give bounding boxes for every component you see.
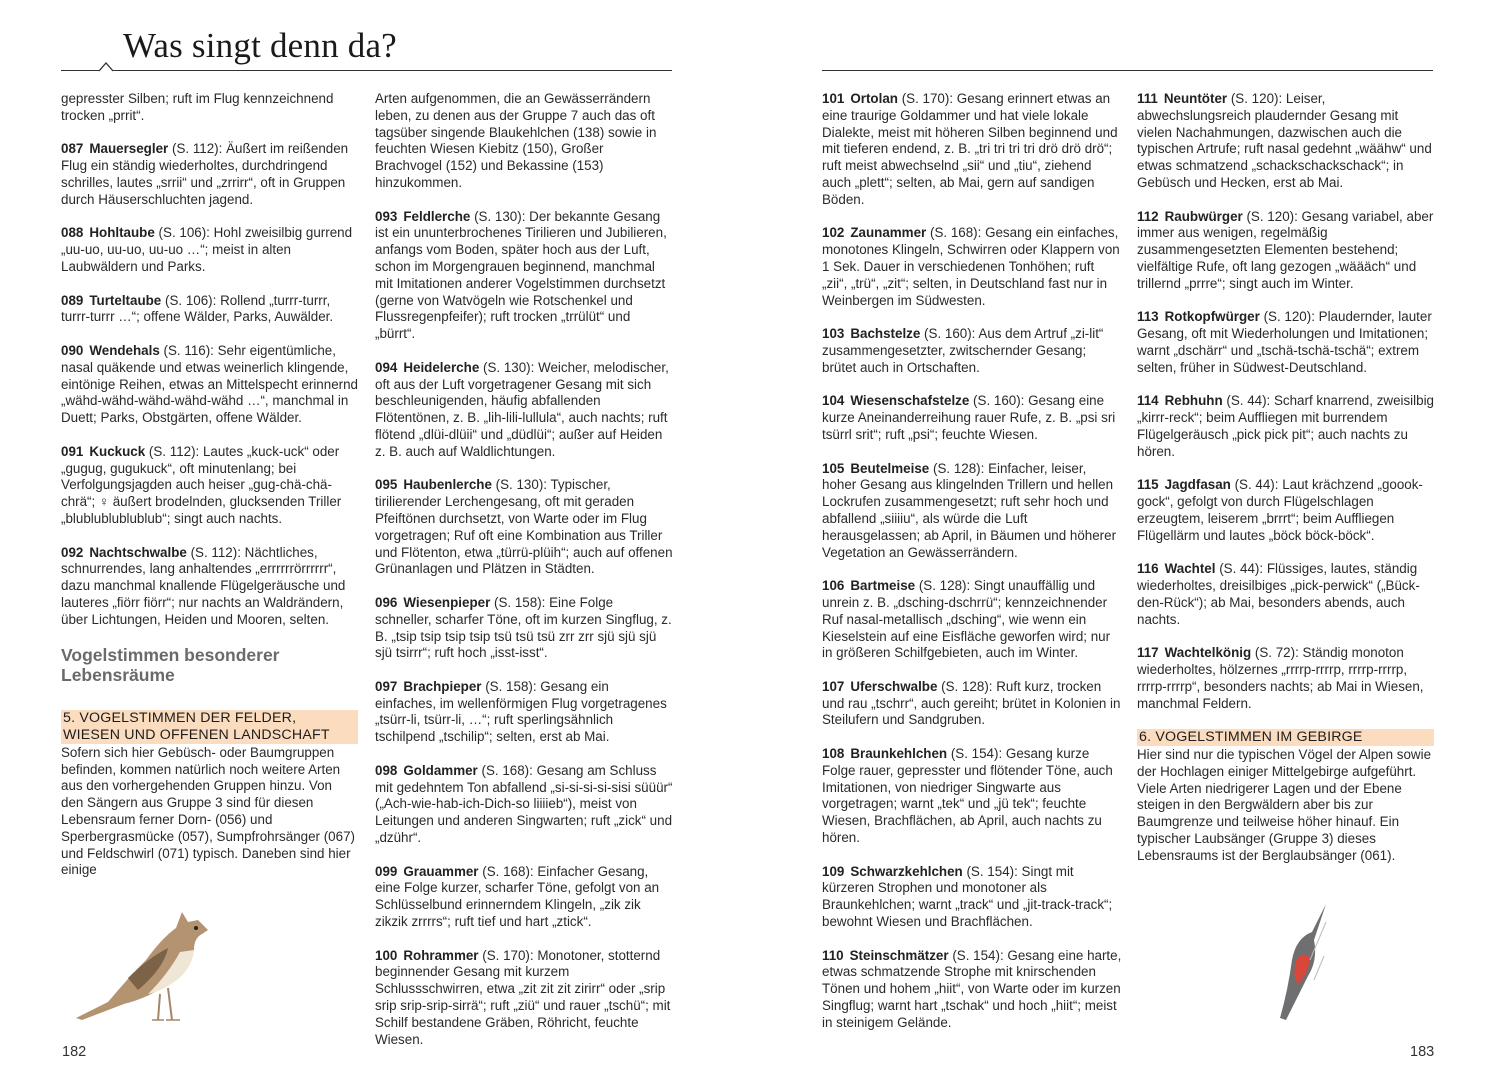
species-number: 103 — [822, 326, 845, 342]
page-reference: (S. 154): — [952, 947, 1004, 963]
page-reference: (S. 72): — [1254, 645, 1299, 661]
species-description: Hohl zweisilbig gurrend „uu-uo, uu-uo, uu-uo …“; meist in alten Laubwäldern und Parks. — [61, 225, 353, 274]
species-number: 090 — [61, 342, 84, 358]
species-number: 089 — [61, 292, 84, 308]
species-entry — [822, 225, 1122, 309]
species-number: 116 — [1137, 561, 1159, 577]
page-reference: (S. 120): — [1246, 208, 1298, 224]
species-number: 092 — [61, 544, 84, 560]
species-entry — [1137, 209, 1434, 293]
header-rule-left — [61, 70, 672, 71]
species-name: Rebhuhn — [1164, 393, 1223, 409]
species-number: 099 — [375, 863, 398, 879]
species-name: Wiesenschafstelze — [850, 393, 970, 409]
species-entry — [375, 763, 673, 847]
species-name: Rohrammer — [403, 947, 479, 963]
species-name: Heidelerche — [403, 359, 480, 375]
page-reference: (S. 130): — [474, 208, 526, 224]
species-name: Rotkopfwürger — [1164, 309, 1260, 325]
species-description: Leiser, abwechslungsreich plaudernder Gesang mit vielen Nachahmungen, dazwischen auch die typischen Artrufe; ruft nasal gedehnt „wäähw“ und etwas schmatzend „schackschackschack“; in Gebüsch und Hecken, erst ab Mai. — [1137, 91, 1432, 190]
species-entry — [1137, 645, 1434, 712]
species-name: Raubwürger — [1164, 208, 1243, 224]
right-page-column-1 — [822, 91, 1122, 1048]
page-reference: (S. 154): — [966, 863, 1018, 879]
page-reference: (S. 120): — [1263, 309, 1315, 325]
species-number: 104 — [822, 393, 845, 409]
species-name: Goldammer — [403, 762, 478, 778]
species-entry — [822, 91, 1122, 209]
species-description: Gesang ein einfaches, im wellenförmigen Flug vorgetragenes „tsürr-li, tsürr-li, …“; ruft sperlingsähnlich tschilpend „tschilip“; selten, erst ab Mai. — [375, 678, 667, 745]
species-number: 093 — [375, 208, 398, 224]
species-number: 108 — [822, 746, 845, 762]
page-reference: (S. 112): — [171, 141, 223, 157]
species-entry — [375, 477, 673, 578]
species-description: Aus dem Artruf „zi-lit“ zusammengesetzter, zwitschernder Gesang; brütet auch in Ortschaften. — [822, 326, 1104, 375]
species-description: Einfacher, leiser, hoher Gesang aus klingelnden Trillern und hellen Lockrufen zusammengesetzt; ruft sehr hoch und abfallend „siiiiu“, als würde die Luft herausgelassen; ab April, in Bäumen und höherer Vegetation an Gewässerrändern. — [822, 460, 1117, 560]
species-description: Gesang variabel, aber immer aus wenigen, regelmäßig zusammengesetzten Elementen bestehend; vielfältige Rufe, oft lang gezogen „wäääch“ und trillernd „prrre“; singt auch im Winter. — [1137, 208, 1434, 291]
body-paragraph: gepresster Silben; ruft im Flug kennzeichnend trocken „prrit“. — [61, 91, 334, 123]
species-description: Einfacher Gesang, eine Folge kurzer, scharfer Töne, gefolgt von an Schlüsselbund erinnerndem Klingeln, „zik zik zikzik zrrrrs“; ruft tief und hart „ztick“. — [375, 863, 660, 930]
species-name: Kuckuck — [89, 443, 146, 459]
species-entry — [375, 948, 673, 1049]
page-reference: (S. 130): — [483, 359, 535, 375]
species-number: 096 — [375, 594, 398, 610]
species-entry — [61, 343, 358, 427]
species-number: 112 — [1137, 208, 1159, 224]
species-number: 094 — [375, 359, 398, 375]
species-number: 102 — [822, 225, 845, 241]
species-name: Schwarzkehlchen — [850, 863, 963, 879]
species-description: Singt mit kürzeren Strophen und monotoner als Braunkehlchen; warnt „track“ und „jit-track-track“; bewohnt Wiesen und Brachflächen. — [822, 863, 1113, 930]
species-number: 110 — [822, 947, 844, 963]
species-entry — [375, 209, 673, 343]
species-entry — [822, 393, 1122, 443]
species-number: 097 — [375, 678, 398, 694]
page-reference: (S. 116): — [163, 342, 214, 358]
species-name: Feldlerche — [403, 208, 471, 224]
species-description: Eine Folge schneller, scharfer Töne, oft im kurzen Singflug, z. B. „tsip tsip tsip tsip tsü tsü tsü zrr zrr sjü sjü sjü sjü tsirrr“; ruft hoch „isst-isst“. — [375, 594, 672, 661]
species-number: 095 — [375, 477, 398, 493]
species-description: Weicher, melodischer, oft aus der Luft vorgetragener Gesang mit sich beschleunigenden, häufig abfallenden Flötentönen, z. B. „lih-lili-lullula“, auch nachts; ruft flötend „dlüi-dlüii“ und „düdlüi“; außer auf Heiden z. B. auch auf Waldlichtungen. — [375, 359, 669, 459]
species-name: Wiesenpieper — [403, 594, 491, 610]
species-name: Beutelmeise — [850, 460, 930, 476]
left-page-column-2 — [375, 91, 673, 1065]
page-reference: (S. 168): — [481, 762, 533, 778]
species-entry — [1137, 91, 1434, 192]
species-entry — [61, 225, 358, 275]
species-number: 105 — [822, 460, 845, 476]
species-entry — [61, 545, 358, 629]
species-number: 113 — [1137, 309, 1159, 325]
species-entry — [822, 679, 1122, 729]
species-number: 107 — [822, 678, 845, 694]
species-entry — [1137, 561, 1434, 628]
species-entry — [61, 293, 358, 327]
species-description: Sehr eigentümliche, nasal quäkende und etwas weinerlich klingende, eintönige Reihen, etwas an Mittelspecht erinnernd „wähd-wähd-wähd-wähd-wähd …“, manchmal in Duett; Parks, Obstgärten, offene Wälder. — [61, 342, 359, 426]
species-entry — [61, 141, 358, 208]
species-entry — [375, 679, 673, 746]
species-number: 117 — [1137, 645, 1159, 661]
species-name: Bartmeise — [850, 578, 916, 594]
right-page-column-2 — [1137, 91, 1434, 881]
page-reference: (S. 44): — [1226, 393, 1271, 409]
species-number: 087 — [61, 141, 84, 157]
body-paragraph: Sofern sich hier Gebüsch- oder Baumgruppen befinden, kommen natürlich noch weitere Arten aus den vorhergehenden Gruppen hinzu. Von den Sängern aus Gruppe 3 sind für diesen Lebensraum ferner Dorn- (056) und Sperbergrasmücke (057), Sumpfrohrsänger (067) und Feldschwirl (071) typisch. Daneben sind hier einige — [61, 744, 355, 878]
species-name: Neuntöter — [1163, 91, 1228, 106]
page-reference: (S. 130): — [495, 477, 547, 493]
species-description: Ständig monoton wiederholtes, hölzernes „rrrrp-rrrrp, rrrrp-rrrrp, rrrrp-rrrrp“, besonders nachts; ab Mai in Wiesen, manchmal Feldern. — [1137, 645, 1424, 711]
species-entry — [822, 948, 1122, 1032]
skylark-illustration — [68, 908, 218, 1028]
header-notch-icon — [99, 62, 113, 72]
body-paragraph: Hier sind nur die typischen Vögel der Alpen sowie der Hochlagen einiger Mittelgebirge aufgeführt. Viele Arten niedrigerer Lagen und der Ebene steigen in den Bergwäldern aber bis zur Baumgrenze und teilweise höher hinauf. Ein typischer Laubsänger (Gruppe 3) dieses Lebensraums ist der Berglaubsänger (061). — [1137, 747, 1432, 863]
species-entry — [375, 360, 673, 461]
species-entry — [375, 864, 673, 931]
section-heading: 6. VOGELSTIMMEN IM GEBIRGE — [1137, 729, 1434, 746]
species-description: Gesang erinnert etwas an eine traurige Goldammer und hat viele lokale Dialekte, meist mit höheren Silben beginnend und mit tieferen endend, z. B. „tri tri tri tri drö drö drö“; ruft meist abwechselnd „sii“ und „tiu“, ziehend auch „plett“; selten, ab Mai, gern auf sandigen Böden. — [822, 91, 1118, 207]
page-title: Was singt denn da? — [123, 26, 397, 65]
species-name: Nachtschwalbe — [89, 544, 187, 560]
page-reference: (S. 120): — [1230, 91, 1283, 106]
species-entry — [822, 461, 1122, 562]
page-reference: (S. 128): — [932, 460, 985, 476]
species-description: Lautes „kuck-uck“ oder „gugug, gugukuck“, oft minutenlang; bei Verfolgungsjagden auch heiser „gug-chä-chä-chrä“; ♀ äußert brodelnden, glucksenden Triller „blublublublublub“; singt auch nachts. — [61, 443, 342, 526]
species-number: 101 — [822, 91, 845, 106]
species-name: Brachpieper — [403, 678, 482, 694]
species-name: Wendehals — [89, 342, 160, 358]
page-reference: (S. 158): — [485, 678, 537, 694]
species-entry — [61, 444, 358, 528]
species-description: Gesang am Schluss mit gedehntem Ton abfallend „si-si-si-si-sisi süüür“ („Ach-wie-hab-ich-Dich-so liiiieb“), meist von Leitungen und anderen Singwarten; ruft „zick“ und „dzühr“. — [375, 762, 673, 846]
page-reference: (S. 44): — [1234, 477, 1279, 493]
species-number: 111 — [1137, 91, 1158, 106]
species-description: Äußert im reißenden Flug ein ständig wiederholtes, durchdringend schrilles, lautes „srrii“ und „zrrirr“, oft in Gruppen durch Häuserschluchten jagend. — [61, 141, 349, 207]
page-reference: (S. 158): — [494, 594, 546, 610]
species-description: Ruft kurz, trocken und rau „tschrr“, auch gereiht; brütet in Kolonien in Steilufern und Sandgruben. — [822, 678, 1121, 728]
species-number: 114 — [1137, 393, 1159, 409]
species-entry — [375, 595, 673, 662]
species-name: Zaunammer — [850, 225, 927, 241]
species-entry — [1137, 393, 1434, 460]
page-reference: (S. 160): — [924, 326, 976, 342]
left-page-column-1 — [61, 91, 358, 896]
species-name: Bachstelze — [850, 326, 921, 342]
species-description: Flüssiges, lautes, ständig wiederholtes, dreisilbiges „pick-perwick“ („Bück-den-Rück“); ab Mai, besonders abends, auch nachts. — [1137, 561, 1420, 627]
chapter-heading: Vogelstimmen besonderer Lebensräume — [61, 645, 280, 686]
species-description: Der bekannte Gesang ist ein ununterbrochenes Tirilieren und Jubilieren, anfangs vom Boden, später hoch aus der Luft, schon im Morgengrauen beginnend, manchmal mit Imitationen anderer Vogelstimmen durchsetzt (gerne von Watvögeln wie Rotschenkel und Flussregenpfeifer); ruft trocken „trrülüt“ und „bürrt“. — [375, 208, 667, 342]
species-description: Typischer, tirilierender Lerchengesang, oft mit geraden Pfeiftönen durchsetzt, von Warte oder im Flug vorgetragen; Ruf oft eine Kombination aus Triller und Flötenton, etwa „türrü-plüih“; auch auf offenen Grünanlagen und Plätzen in Städten. — [375, 477, 673, 577]
page-number-left: 182 — [62, 1044, 87, 1060]
page-reference: (S. 168): — [482, 863, 534, 879]
species-number: 100 — [375, 947, 398, 963]
species-number: 115 — [1137, 477, 1159, 493]
page-reference: (S. 106): — [165, 292, 217, 308]
section-heading: 5. VOGELSTIMMEN DER FELDER, WIESEN UND OFFENEN LANDSCHAFT — [61, 710, 358, 744]
species-description: Laut krächzend „goook-gock“, gefolgt von durch Flügelschlagen erzeugtem, leiserem „brrrt“; beim Auffliegen Flügellärm und lautes „böck böck-böck“. — [1137, 477, 1423, 543]
species-name: Braunkehlchen — [850, 746, 948, 762]
wallcreeper-illustration — [1268, 900, 1338, 1025]
species-description: Rollend „turrr-turrr, turrr-turrr …“; offene Wälder, Parks, Auwälder. — [61, 292, 334, 325]
species-entry — [822, 864, 1122, 931]
page-reference: (S. 170): — [482, 947, 534, 963]
species-name: Turteltaube — [89, 292, 162, 308]
species-entry — [822, 326, 1122, 376]
species-name: Uferschwalbe — [850, 678, 938, 694]
species-name: Steinschmätzer — [849, 947, 949, 963]
species-name: Mauersegler — [89, 141, 169, 157]
species-description: Gesang ein einfaches, monotones Klingeln, Schwirren oder Klappern von 1 Sek. Dauer in verschiedenen Tonhöhen; ruft „zii“, „trü“, „zit“; selten, in Deutschland fast nur in Weinbergen im Südwesten. — [822, 225, 1120, 308]
species-description: Singt unauffällig und unrein z. B. „dsching-dschrrü“; kennzeichnender Ruf nasal-metallisch „dsching“, wie wenn ein Kieselstein auf eine Eisfläche geworfen wird; nur in größeren Schilfgebieten, auch im Winter. — [822, 578, 1111, 661]
page-reference: (S. 44): — [1219, 561, 1264, 577]
species-entry — [1137, 309, 1434, 376]
species-number: 106 — [822, 578, 845, 594]
page-reference: (S. 128): — [941, 678, 993, 694]
species-name: Wachtelkönig — [1164, 645, 1252, 661]
species-number: 109 — [822, 863, 845, 879]
species-number: 091 — [61, 443, 84, 459]
species-entry — [822, 578, 1122, 662]
page-reference: (S. 128): — [918, 578, 971, 594]
page-reference: (S. 112): — [190, 544, 241, 560]
page-reference: (S. 170): — [901, 91, 954, 106]
page-reference: (S. 112): — [148, 443, 200, 459]
species-number: 098 — [375, 762, 398, 778]
page-number-right: 183 — [1410, 1044, 1435, 1060]
species-name: Hohltaube — [89, 225, 155, 241]
species-name: Haubenlerche — [403, 477, 492, 493]
species-name: Jagdfasan — [1164, 477, 1231, 493]
species-description: Monotoner, stotternd beginnender Gesang mit kurzem Schlussschwirren, etwa „zit zit zit zirirr“ oder „srip srip srip-srip-sirrä“; ruft „ziü“ und rauer „tschü“; mit Schilf bestandene Gräben, Röhricht, feuchte Wiesen. — [375, 947, 671, 1047]
page-reference: (S. 168): — [929, 225, 982, 241]
header-rule-right — [822, 70, 1433, 71]
species-description: Plaudernder, lauter Gesang, oft mit Wiederholungen und Imitationen; warnt „dschärr“ und „tschä-tschä-tschä“; extrem selten, früher in Südwest-Deutschland. — [1137, 309, 1432, 375]
species-number: 088 — [61, 225, 84, 241]
page-reference: (S. 106): — [158, 225, 210, 241]
species-name: Ortolan — [850, 91, 898, 106]
species-name: Grauammer — [403, 863, 479, 879]
species-description: Gesang eine kurze Aneinanderreihung rauer Rufe, z. B. „psi sri tsürrl srit“; ruft „psi“; feuchte Wiesen. — [822, 393, 1116, 442]
species-name: Wachtel — [1164, 561, 1216, 577]
species-description: Scharf knarrend, zweisilbig „kirrr-reck“; beim Auffliegen mit burrendem Flügelgeräusch „pick pick pit“; auch nachts zu hören. — [1137, 393, 1435, 459]
body-paragraph: Arten aufgenommen, die an Gewässerrändern leben, zu denen aus der Gruppe 7 auch das oft tagsüber singende Blaukehlchen (138) sowie in feuchten Wiesen Kiebitz (150), Großer Brachvogel (152) und Bekassine (153) hinzukommen. — [375, 91, 657, 190]
species-description: Gesang kurze Folge rauer, gepresster und flötender Töne, auch Imitationen, von niedriger Singwarte aus vorgetragen; warnt „tek“ und „jü tek“; feuchte Wiesen, Brachflächen, ab April, auch nachts zu hören. — [822, 746, 1113, 846]
species-entry — [1137, 477, 1434, 544]
page-reference: (S. 160): — [973, 393, 1025, 409]
species-description: Nächtliches, schnurrendes, lang anhaltendes „errrrrrörrrrrr“, dazu manchmal knallende Flügelgeräusche und lauteres „fiörr fiörr“; nur nachts an Waldrändern, über Lichtungen, Heiden und Mooren, selten. — [61, 544, 346, 627]
page-reference: (S. 154): — [950, 746, 1003, 762]
species-description: Gesang eine harte, etwas schmatzende Strophe mit knirschenden Tönen und hohem „hiit“, von Warte oder im kurzen Singflug; warnt hart „tschak“ und hoch „hiit“; meist in steinigem Gelände. — [822, 947, 1122, 1030]
species-entry — [822, 746, 1122, 847]
